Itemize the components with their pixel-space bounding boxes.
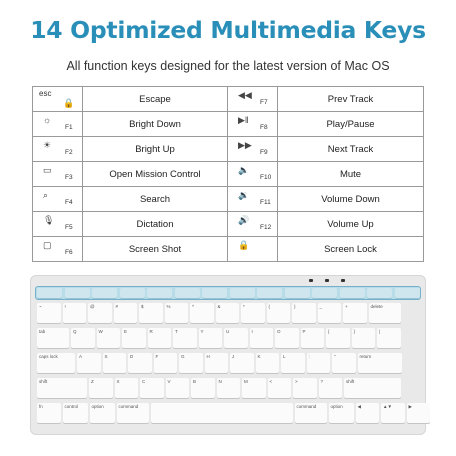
left-function-label: Bright Down [83, 112, 228, 137]
volume-up-icon: 🔊 [238, 215, 250, 225]
keyboard-key: S [103, 353, 127, 373]
right-key-cell [228, 187, 278, 212]
search-icon: ⌕ [43, 190, 49, 200]
keyboard-key: Y [199, 328, 223, 348]
keyboard-key: R [148, 328, 172, 348]
keyboard-key: ▲▼ [381, 403, 405, 423]
keyboard-key: command [117, 403, 149, 423]
mission-control-icon: ▭ [43, 165, 52, 175]
left-function-label: Dictation [83, 212, 228, 237]
indicator-light [309, 279, 313, 282]
left-key-cell [33, 87, 83, 112]
keyboard-key: E [122, 328, 146, 348]
keyboard-key: J [230, 353, 254, 373]
f-key-label: F3 [65, 174, 73, 181]
function-key [120, 288, 145, 298]
right-function-label: Play/Pause [326, 119, 375, 130]
function-key [312, 288, 337, 298]
keyboard-key: " [332, 353, 356, 373]
left-function-label: Open Mission Control [83, 162, 228, 187]
function-key [395, 288, 420, 298]
left-function-label: Screen Shot [83, 237, 228, 262]
right-key-cell [228, 137, 278, 162]
keyboard-key: command [295, 403, 327, 423]
function-key [147, 288, 172, 298]
microphone-icon: 🎙 [43, 215, 55, 225]
indicator-light [341, 279, 345, 282]
keyboard-key: ! [63, 303, 87, 323]
keyboard-key: { [326, 328, 350, 348]
keyboard-key: ? [319, 378, 343, 398]
right-key-cell [228, 112, 278, 137]
table-row [33, 87, 423, 112]
keyboard-key: N [217, 378, 241, 398]
right-function-label: Prev Track [327, 94, 374, 105]
f-key-label: F7 [260, 99, 268, 106]
keyboard-key: B [191, 378, 215, 398]
f-key-label: F1 [65, 124, 73, 131]
keyboard-key: L [281, 353, 305, 373]
keyboard-key: ( [267, 303, 291, 323]
volume-down-icon: 🔉 [238, 190, 250, 200]
keyboard-key: option [90, 403, 115, 423]
table-row [33, 187, 423, 212]
indicator-light [325, 279, 329, 282]
keyboard-key: W [97, 328, 121, 348]
brightness-low-icon: ☼ [43, 115, 52, 125]
function-key [367, 288, 392, 298]
keyboard-key: K [256, 353, 280, 373]
keyboard-key: V [166, 378, 190, 398]
f-key-label: F6 [65, 249, 73, 256]
keyboard-key: ~ [37, 303, 61, 323]
function-key [230, 288, 255, 298]
function-key [92, 288, 117, 298]
lock-icon: 🔒 [63, 98, 75, 108]
keyboard-key: ▶ [407, 403, 431, 423]
table-row [33, 162, 423, 187]
function-key [37, 288, 62, 298]
f-key-label: F9 [260, 149, 268, 156]
right-key-cell [228, 162, 278, 187]
keyboard-key: T [173, 328, 197, 348]
left-function-label: Bright Up [83, 137, 228, 162]
keyboard-key: return [358, 353, 402, 373]
left-key-cell [33, 237, 83, 262]
speaker-mute-icon: 🔈 [238, 165, 250, 175]
function-key-table [32, 86, 424, 262]
function-key [257, 288, 282, 298]
keyboard-key: @ [88, 303, 112, 323]
keyboard-key: I [250, 328, 274, 348]
keyboard-key: H [205, 353, 229, 373]
left-key-cell [33, 187, 83, 212]
keyboard-key: < [268, 378, 292, 398]
keyboard-key: Z [89, 378, 113, 398]
play-pause-icon: ▶‖ [238, 115, 249, 125]
right-function-label: Volume Up [327, 219, 374, 230]
f-key-label: F2 [65, 149, 73, 156]
keyboard-key: Q [71, 328, 95, 348]
keyboard-key: caps lock [37, 353, 75, 373]
page-subtitle: All function keys designed for the latest version of Mac OS [66, 59, 390, 73]
keyboard-illustration [30, 275, 426, 435]
keyboard-key: F [154, 353, 178, 373]
left-key-cell [33, 137, 83, 162]
left-function-label: Escape [83, 87, 228, 112]
brightness-high-icon: ☀ [43, 140, 52, 150]
keyboard-key: & [216, 303, 240, 323]
keyboard-key: ^ [190, 303, 214, 323]
function-key [340, 288, 365, 298]
keyboard-key: tab [37, 328, 69, 348]
function-key [65, 288, 90, 298]
left-key-cell [33, 162, 83, 187]
keyboard-key: fn [37, 403, 61, 423]
f-key-label: F11 [260, 199, 271, 206]
keyboard-key: * [241, 303, 265, 323]
keyboard-key: C [140, 378, 164, 398]
table-row [33, 212, 423, 237]
keyboard-key: > [293, 378, 317, 398]
f-key-label: F8 [260, 124, 268, 131]
keyboard-key: option [329, 403, 354, 423]
esc-label: esc [39, 89, 52, 98]
keyboard-key: | [377, 328, 401, 348]
keyboard-key: M [242, 378, 266, 398]
fast-forward-icon: ▶▶ [238, 140, 252, 150]
f-key-label: F10 [260, 174, 272, 181]
keyboard-key: delete [369, 303, 401, 323]
right-key-cell [228, 87, 278, 112]
left-key-cell [33, 112, 83, 137]
right-key-cell [228, 212, 278, 237]
keyboard-key: : [307, 353, 331, 373]
keyboard-key: O [275, 328, 299, 348]
keyboard-key: ) [292, 303, 316, 323]
rewind-icon: ◀◀ [238, 90, 252, 100]
keyboard-key: $ [139, 303, 163, 323]
right-function-label: Screen Lock [324, 244, 377, 255]
table-row [33, 112, 423, 137]
keyboard-key: A [77, 353, 101, 373]
keyboard-key: shift [37, 378, 87, 398]
table-row [33, 137, 423, 162]
right-key-cell [228, 237, 278, 262]
f-key-label: F4 [65, 199, 73, 206]
keyboard-key: D [128, 353, 152, 373]
padlock-icon: 🔒 [238, 240, 250, 250]
keyboard-key: shift [344, 378, 401, 398]
keyboard-key: U [224, 328, 248, 348]
f-key-label: F12 [260, 224, 272, 231]
function-key [285, 288, 310, 298]
right-function-label: Next Track [327, 144, 374, 155]
keyboard-key: ◀ [356, 403, 380, 423]
right-function-label: Mute [339, 169, 362, 180]
page-title: 14 Optimized Multimedia Keys [30, 16, 426, 44]
keyboard-key [151, 403, 293, 423]
keyboard-key: } [352, 328, 376, 348]
left-key-cell [33, 212, 83, 237]
keyboard-key: _ [318, 303, 342, 323]
keyboard-key: P [301, 328, 325, 348]
function-key [175, 288, 200, 298]
keyboard-key: X [115, 378, 139, 398]
left-function-label: Search [83, 187, 228, 212]
right-function-label: Volume Down [321, 194, 380, 205]
f-key-label: F5 [65, 224, 73, 231]
keyboard-key: % [165, 303, 189, 323]
keyboard-key: control [63, 403, 88, 423]
keyboard-key: + [343, 303, 367, 323]
function-key [202, 288, 227, 298]
keyboard-key: G [179, 353, 203, 373]
keyboard-key: # [114, 303, 138, 323]
screenshot-icon: ▢ [43, 240, 52, 250]
table-row [33, 237, 423, 262]
